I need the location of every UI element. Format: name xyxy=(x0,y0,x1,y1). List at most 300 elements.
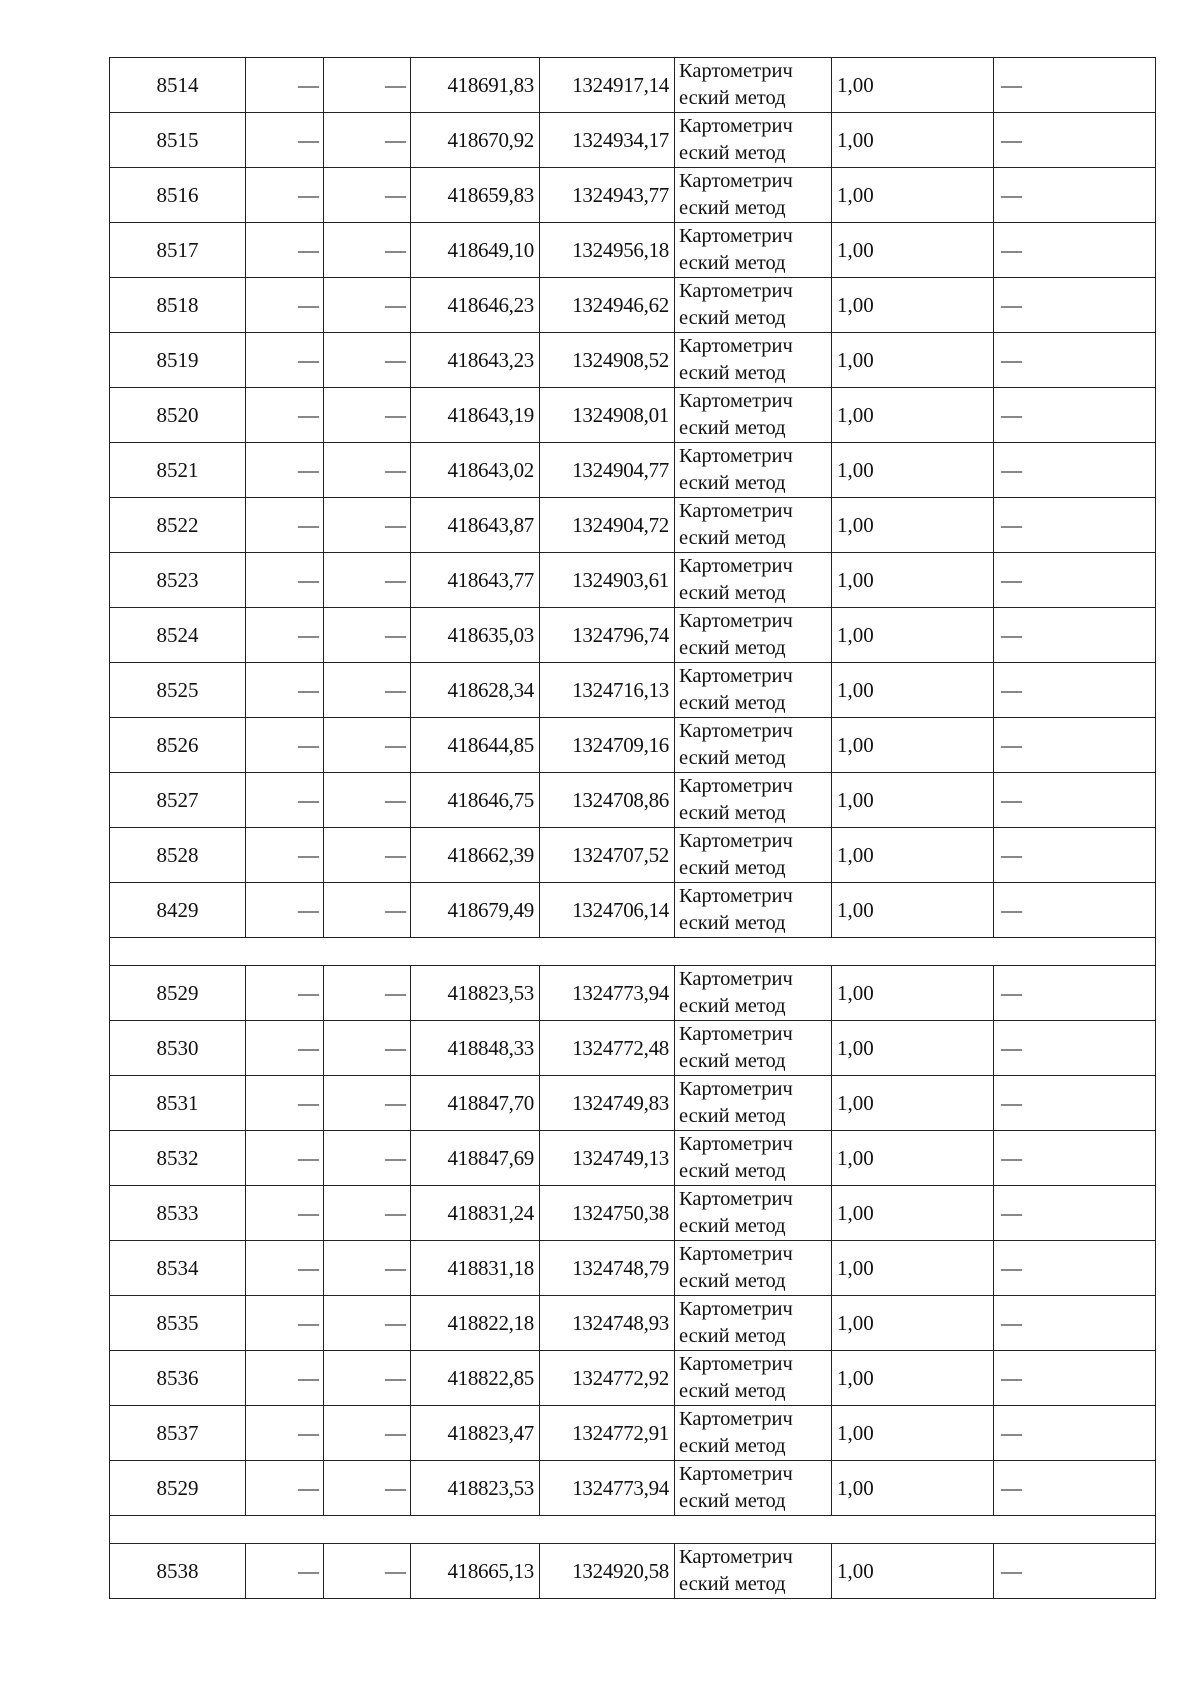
accuracy-cell: 1,00 xyxy=(832,608,994,663)
empty-dash-cell: — xyxy=(324,333,411,388)
method-line-2: еский метод xyxy=(679,1050,786,1072)
empty-dash-cell: — xyxy=(246,1021,324,1076)
empty-dash-cell: — xyxy=(324,278,411,333)
empty-dash-cell: — xyxy=(246,1351,324,1406)
y-coordinate-cell: 1324773,94 xyxy=(540,1461,675,1516)
empty-dash-cell: — xyxy=(246,223,324,278)
empty-dash-cell: — xyxy=(324,718,411,773)
x-coordinate-cell: 418628,34 xyxy=(411,663,540,718)
table-row xyxy=(110,1241,1156,1296)
empty-dash-cell: — xyxy=(246,1461,324,1516)
method-line-1: Картометрич xyxy=(679,610,793,632)
note-cell: — xyxy=(994,1296,1156,1351)
empty-dash-cell: — xyxy=(246,828,324,883)
accuracy-cell: 1,00 xyxy=(832,828,994,883)
empty-dash-cell: — xyxy=(246,1131,324,1186)
note-cell: — xyxy=(994,388,1156,443)
method-cell xyxy=(675,1296,832,1351)
empty-dash-cell: — xyxy=(324,966,411,1021)
method-line-1: Картометрич xyxy=(679,225,793,247)
table-row xyxy=(110,828,1156,883)
method-cell xyxy=(675,718,832,773)
y-coordinate-cell: 1324708,86 xyxy=(540,773,675,828)
y-coordinate-cell: 1324956,18 xyxy=(540,223,675,278)
empty-dash-cell: — xyxy=(324,663,411,718)
y-coordinate-cell: 1324908,52 xyxy=(540,333,675,388)
empty-dash-cell: — xyxy=(324,388,411,443)
point-number-cell: 8429 xyxy=(110,883,246,938)
method-line-2: еский метод xyxy=(679,747,786,769)
note-cell: — xyxy=(994,663,1156,718)
method-cell xyxy=(675,1021,832,1076)
method-cell xyxy=(675,443,832,498)
empty-dash-cell: — xyxy=(324,1461,411,1516)
empty-dash-cell: — xyxy=(246,498,324,553)
table-row xyxy=(110,773,1156,828)
empty-dash-cell: — xyxy=(324,113,411,168)
method-line-1: Картометрич xyxy=(679,1188,793,1210)
x-coordinate-cell: 418823,53 xyxy=(411,966,540,1021)
empty-dash-cell: — xyxy=(324,1021,411,1076)
empty-dash-cell: — xyxy=(246,553,324,608)
point-number-cell: 8533 xyxy=(110,1186,246,1241)
method-cell xyxy=(675,498,832,553)
point-number-cell: 8529 xyxy=(110,1461,246,1516)
method-line-2: еский метод xyxy=(679,857,786,879)
method-line-1: Картометрич xyxy=(679,445,793,467)
method-line-1: Картометрич xyxy=(679,885,793,907)
method-line-1: Картометрич xyxy=(679,1408,793,1430)
point-number-cell: 8516 xyxy=(110,168,246,223)
empty-dash-cell: — xyxy=(246,443,324,498)
y-coordinate-cell: 1324749,83 xyxy=(540,1076,675,1131)
x-coordinate-cell: 418643,87 xyxy=(411,498,540,553)
note-cell: — xyxy=(994,223,1156,278)
method-line-2: еский метод xyxy=(679,582,786,604)
y-coordinate-cell: 1324772,91 xyxy=(540,1406,675,1461)
separator-cell xyxy=(110,938,1156,966)
empty-dash-cell: — xyxy=(324,1241,411,1296)
note-cell: — xyxy=(994,883,1156,938)
empty-dash-cell: — xyxy=(324,1406,411,1461)
x-coordinate-cell: 418665,13 xyxy=(411,1544,540,1599)
accuracy-cell: 1,00 xyxy=(832,1406,994,1461)
note-cell: — xyxy=(994,553,1156,608)
table-row xyxy=(110,498,1156,553)
method-cell xyxy=(675,1406,832,1461)
method-cell xyxy=(675,168,832,223)
y-coordinate-cell: 1324748,79 xyxy=(540,1241,675,1296)
method-line-2: еский метод xyxy=(679,472,786,494)
accuracy-cell: 1,00 xyxy=(832,883,994,938)
table-row xyxy=(110,388,1156,443)
empty-dash-cell: — xyxy=(324,553,411,608)
method-line-1: Картометрич xyxy=(679,665,793,687)
empty-dash-cell: — xyxy=(246,58,324,113)
y-coordinate-cell: 1324706,14 xyxy=(540,883,675,938)
empty-dash-cell: — xyxy=(246,883,324,938)
point-number-cell: 8517 xyxy=(110,223,246,278)
empty-dash-cell: — xyxy=(324,58,411,113)
method-line-2: еский метод xyxy=(679,1160,786,1182)
accuracy-cell: 1,00 xyxy=(832,1241,994,1296)
point-number-cell: 8520 xyxy=(110,388,246,443)
method-line-2: еский метод xyxy=(679,307,786,329)
y-coordinate-cell: 1324750,38 xyxy=(540,1186,675,1241)
method-cell xyxy=(675,1241,832,1296)
method-cell xyxy=(675,883,832,938)
point-number-cell: 8519 xyxy=(110,333,246,388)
empty-dash-cell: — xyxy=(324,1131,411,1186)
note-cell: — xyxy=(994,966,1156,1021)
note-cell: — xyxy=(994,58,1156,113)
point-number-cell: 8522 xyxy=(110,498,246,553)
y-coordinate-cell: 1324709,16 xyxy=(540,718,675,773)
table-row xyxy=(110,1131,1156,1186)
y-coordinate-cell: 1324772,48 xyxy=(540,1021,675,1076)
empty-dash-cell: — xyxy=(246,1186,324,1241)
x-coordinate-cell: 418643,77 xyxy=(411,553,540,608)
accuracy-cell: 1,00 xyxy=(832,498,994,553)
note-cell: — xyxy=(994,498,1156,553)
accuracy-cell: 1,00 xyxy=(832,773,994,828)
method-cell xyxy=(675,388,832,443)
accuracy-cell: 1,00 xyxy=(832,718,994,773)
method-line-1: Картометрич xyxy=(679,1353,793,1375)
point-number-cell: 8537 xyxy=(110,1406,246,1461)
empty-dash-cell: — xyxy=(246,278,324,333)
empty-dash-cell: — xyxy=(324,443,411,498)
table-row xyxy=(110,1076,1156,1131)
method-line-2: еский метод xyxy=(679,912,786,934)
point-number-cell: 8518 xyxy=(110,278,246,333)
method-line-2: еский метод xyxy=(679,1490,786,1512)
table-row xyxy=(110,966,1156,1021)
method-line-2: еский метод xyxy=(679,1380,786,1402)
y-coordinate-cell: 1324943,77 xyxy=(540,168,675,223)
empty-dash-cell: — xyxy=(324,223,411,278)
note-cell: — xyxy=(994,773,1156,828)
x-coordinate-cell: 418848,33 xyxy=(411,1021,540,1076)
accuracy-cell: 1,00 xyxy=(832,333,994,388)
empty-dash-cell: — xyxy=(246,1076,324,1131)
method-line-2: еский метод xyxy=(679,1270,786,1292)
method-line-2: еский метод xyxy=(679,252,786,274)
method-line-2: еский метод xyxy=(679,527,786,549)
method-line-2: еский метод xyxy=(679,692,786,714)
x-coordinate-cell: 418847,69 xyxy=(411,1131,540,1186)
point-number-cell: 8535 xyxy=(110,1296,246,1351)
accuracy-cell: 1,00 xyxy=(832,58,994,113)
method-cell xyxy=(675,1076,832,1131)
empty-dash-cell: — xyxy=(324,1076,411,1131)
y-coordinate-cell: 1324748,93 xyxy=(540,1296,675,1351)
method-cell xyxy=(675,966,832,1021)
table-row xyxy=(110,1406,1156,1461)
table-row xyxy=(110,168,1156,223)
table-row xyxy=(110,113,1156,168)
table-row xyxy=(110,278,1156,333)
point-number-cell: 8521 xyxy=(110,443,246,498)
method-cell xyxy=(675,278,832,333)
method-line-1: Картометрич xyxy=(679,1023,793,1045)
accuracy-cell: 1,00 xyxy=(832,1544,994,1599)
note-cell: — xyxy=(994,333,1156,388)
note-cell: — xyxy=(994,1351,1156,1406)
x-coordinate-cell: 418643,23 xyxy=(411,333,540,388)
y-coordinate-cell: 1324946,62 xyxy=(540,278,675,333)
x-coordinate-cell: 418644,85 xyxy=(411,718,540,773)
point-number-cell: 8536 xyxy=(110,1351,246,1406)
table-body xyxy=(110,58,1156,1599)
point-number-cell: 8514 xyxy=(110,58,246,113)
note-cell: — xyxy=(994,278,1156,333)
x-coordinate-cell: 418643,02 xyxy=(411,443,540,498)
empty-dash-cell: — xyxy=(324,608,411,663)
x-coordinate-cell: 418670,92 xyxy=(411,113,540,168)
method-cell xyxy=(675,1544,832,1599)
method-line-1: Картометрич xyxy=(679,390,793,412)
table-row xyxy=(110,553,1156,608)
empty-dash-cell: — xyxy=(324,1351,411,1406)
point-number-cell: 8525 xyxy=(110,663,246,718)
method-line-1: Картометрич xyxy=(679,1463,793,1485)
point-number-cell: 8527 xyxy=(110,773,246,828)
point-number-cell: 8538 xyxy=(110,1544,246,1599)
accuracy-cell: 1,00 xyxy=(832,1021,994,1076)
accuracy-cell: 1,00 xyxy=(832,1461,994,1516)
accuracy-cell: 1,00 xyxy=(832,113,994,168)
table-row xyxy=(110,58,1156,113)
table-row xyxy=(110,1461,1156,1516)
empty-dash-cell: — xyxy=(246,333,324,388)
note-cell: — xyxy=(994,718,1156,773)
method-line-1: Картометрич xyxy=(679,830,793,852)
method-line-1: Картометрич xyxy=(679,1078,793,1100)
accuracy-cell: 1,00 xyxy=(832,168,994,223)
table-row xyxy=(110,1544,1156,1599)
x-coordinate-cell: 418847,70 xyxy=(411,1076,540,1131)
y-coordinate-cell: 1324903,61 xyxy=(540,553,675,608)
point-number-cell: 8515 xyxy=(110,113,246,168)
note-cell: — xyxy=(994,168,1156,223)
note-cell: — xyxy=(994,1076,1156,1131)
empty-dash-cell: — xyxy=(246,1544,324,1599)
point-number-cell: 8526 xyxy=(110,718,246,773)
empty-dash-cell: — xyxy=(246,1241,324,1296)
empty-dash-cell: — xyxy=(246,608,324,663)
y-coordinate-cell: 1324773,94 xyxy=(540,966,675,1021)
method-line-1: Картометрич xyxy=(679,115,793,137)
method-cell xyxy=(675,663,832,718)
block-separator-row xyxy=(110,938,1156,966)
note-cell: — xyxy=(994,113,1156,168)
y-coordinate-cell: 1324920,58 xyxy=(540,1544,675,1599)
empty-dash-cell: — xyxy=(246,1296,324,1351)
accuracy-cell: 1,00 xyxy=(832,1076,994,1131)
y-coordinate-cell: 1324796,74 xyxy=(540,608,675,663)
table-row xyxy=(110,1351,1156,1406)
method-cell xyxy=(675,1186,832,1241)
method-cell xyxy=(675,113,832,168)
table-row xyxy=(110,883,1156,938)
method-line-1: Картометрич xyxy=(679,1546,793,1568)
note-cell: — xyxy=(994,1544,1156,1599)
y-coordinate-cell: 1324904,77 xyxy=(540,443,675,498)
note-cell: — xyxy=(994,1021,1156,1076)
accuracy-cell: 1,00 xyxy=(832,443,994,498)
accuracy-cell: 1,00 xyxy=(832,1296,994,1351)
point-number-cell: 8534 xyxy=(110,1241,246,1296)
point-number-cell: 8531 xyxy=(110,1076,246,1131)
method-cell xyxy=(675,58,832,113)
empty-dash-cell: — xyxy=(324,1296,411,1351)
point-number-cell: 8523 xyxy=(110,553,246,608)
point-number-cell: 8532 xyxy=(110,1131,246,1186)
method-line-1: Картометрич xyxy=(679,968,793,990)
x-coordinate-cell: 418823,53 xyxy=(411,1461,540,1516)
empty-dash-cell: — xyxy=(246,388,324,443)
x-coordinate-cell: 418643,19 xyxy=(411,388,540,443)
table-row xyxy=(110,333,1156,388)
empty-dash-cell: — xyxy=(324,828,411,883)
method-cell xyxy=(675,223,832,278)
empty-dash-cell: — xyxy=(246,718,324,773)
table-row xyxy=(110,1186,1156,1241)
empty-dash-cell: — xyxy=(324,168,411,223)
y-coordinate-cell: 1324716,13 xyxy=(540,663,675,718)
separator-cell xyxy=(110,1516,1156,1544)
method-line-2: еский метод xyxy=(679,197,786,219)
accuracy-cell: 1,00 xyxy=(832,1131,994,1186)
point-number-cell: 8524 xyxy=(110,608,246,663)
note-cell: — xyxy=(994,1241,1156,1296)
y-coordinate-cell: 1324707,52 xyxy=(540,828,675,883)
x-coordinate-cell: 418635,03 xyxy=(411,608,540,663)
table-row xyxy=(110,608,1156,663)
x-coordinate-cell: 418831,18 xyxy=(411,1241,540,1296)
x-coordinate-cell: 418822,85 xyxy=(411,1351,540,1406)
table-row xyxy=(110,443,1156,498)
note-cell: — xyxy=(994,608,1156,663)
method-line-2: еский метод xyxy=(679,417,786,439)
empty-dash-cell: — xyxy=(324,498,411,553)
accuracy-cell: 1,00 xyxy=(832,1186,994,1241)
x-coordinate-cell: 418646,75 xyxy=(411,773,540,828)
note-cell: — xyxy=(994,1186,1156,1241)
y-coordinate-cell: 1324749,13 xyxy=(540,1131,675,1186)
method-cell xyxy=(675,1131,832,1186)
method-line-2: еский метод xyxy=(679,802,786,824)
method-line-2: еский метод xyxy=(679,1215,786,1237)
method-line-2: еский метод xyxy=(679,995,786,1017)
y-coordinate-cell: 1324772,92 xyxy=(540,1351,675,1406)
method-line-2: еский метод xyxy=(679,1435,786,1457)
empty-dash-cell: — xyxy=(324,883,411,938)
empty-dash-cell: — xyxy=(246,1406,324,1461)
method-cell xyxy=(675,773,832,828)
note-cell: — xyxy=(994,443,1156,498)
accuracy-cell: 1,00 xyxy=(832,388,994,443)
method-cell xyxy=(675,828,832,883)
x-coordinate-cell: 418649,10 xyxy=(411,223,540,278)
accuracy-cell: 1,00 xyxy=(832,278,994,333)
empty-dash-cell: — xyxy=(246,773,324,828)
method-line-1: Картометрич xyxy=(679,720,793,742)
method-line-1: Картометрич xyxy=(679,1133,793,1155)
point-number-cell: 8529 xyxy=(110,966,246,1021)
empty-dash-cell: — xyxy=(246,663,324,718)
method-line-1: Картометрич xyxy=(679,60,793,82)
method-line-1: Картометрич xyxy=(679,1298,793,1320)
table-row xyxy=(110,223,1156,278)
method-line-1: Картометрич xyxy=(679,775,793,797)
method-line-2: еский метод xyxy=(679,1105,786,1127)
table-row xyxy=(110,663,1156,718)
table-row xyxy=(110,1021,1156,1076)
note-cell: — xyxy=(994,1406,1156,1461)
method-line-1: Картометрич xyxy=(679,1243,793,1265)
method-cell xyxy=(675,333,832,388)
block-separator-row xyxy=(110,1516,1156,1544)
point-number-cell: 8528 xyxy=(110,828,246,883)
x-coordinate-cell: 418662,39 xyxy=(411,828,540,883)
accuracy-cell: 1,00 xyxy=(832,223,994,278)
method-line-2: еский метод xyxy=(679,1573,786,1595)
empty-dash-cell: — xyxy=(324,1544,411,1599)
note-cell: — xyxy=(994,1461,1156,1516)
method-line-1: Картометрич xyxy=(679,335,793,357)
x-coordinate-cell: 418823,47 xyxy=(411,1406,540,1461)
empty-dash-cell: — xyxy=(324,773,411,828)
empty-dash-cell: — xyxy=(246,113,324,168)
method-cell xyxy=(675,1461,832,1516)
y-coordinate-cell: 1324908,01 xyxy=(540,388,675,443)
x-coordinate-cell: 418646,23 xyxy=(411,278,540,333)
method-cell xyxy=(675,553,832,608)
method-cell xyxy=(675,1351,832,1406)
y-coordinate-cell: 1324917,14 xyxy=(540,58,675,113)
accuracy-cell: 1,00 xyxy=(832,1351,994,1406)
empty-dash-cell: — xyxy=(246,966,324,1021)
method-line-2: еский метод xyxy=(679,362,786,384)
point-number-cell: 8530 xyxy=(110,1021,246,1076)
x-coordinate-cell: 418691,83 xyxy=(411,58,540,113)
accuracy-cell: 1,00 xyxy=(832,553,994,608)
coordinates-table xyxy=(109,57,1156,1599)
table-row xyxy=(110,1296,1156,1351)
method-line-1: Картометрич xyxy=(679,555,793,577)
accuracy-cell: 1,00 xyxy=(832,966,994,1021)
note-cell: — xyxy=(994,1131,1156,1186)
x-coordinate-cell: 418831,24 xyxy=(411,1186,540,1241)
method-cell xyxy=(675,608,832,663)
y-coordinate-cell: 1324904,72 xyxy=(540,498,675,553)
empty-dash-cell: — xyxy=(246,168,324,223)
x-coordinate-cell: 418659,83 xyxy=(411,168,540,223)
method-line-1: Картометрич xyxy=(679,280,793,302)
x-coordinate-cell: 418822,18 xyxy=(411,1296,540,1351)
method-line-2: еский метод xyxy=(679,1325,786,1347)
empty-dash-cell: — xyxy=(324,1186,411,1241)
table-row xyxy=(110,718,1156,773)
accuracy-cell: 1,00 xyxy=(832,663,994,718)
method-line-2: еский метод xyxy=(679,87,786,109)
method-line-1: Картометрич xyxy=(679,500,793,522)
method-line-2: еский метод xyxy=(679,142,786,164)
method-line-2: еский метод xyxy=(679,637,786,659)
note-cell: — xyxy=(994,828,1156,883)
